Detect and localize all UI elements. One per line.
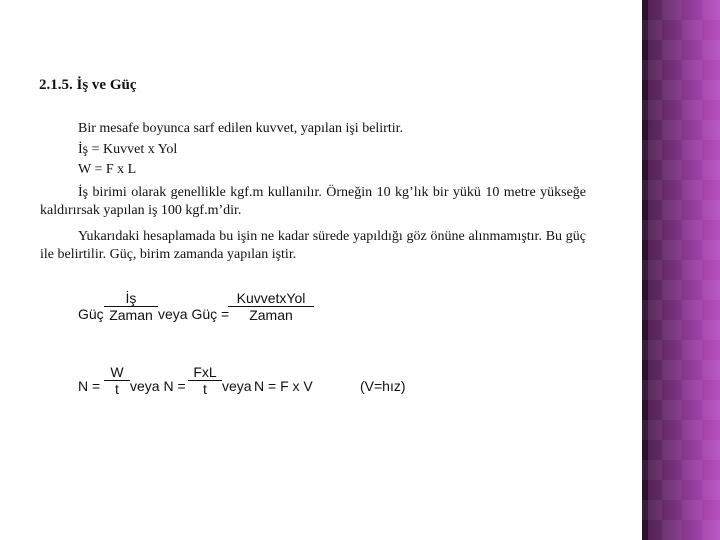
formula2-middle-1: veya N =: [130, 378, 186, 394]
line-w-formula: W = F x L: [78, 162, 137, 177]
formula1-middle: veya Güç =: [158, 306, 230, 322]
section-heading: 2.1.5. İş ve Güç: [39, 77, 137, 93]
formula1-lhs: Güç: [78, 306, 104, 322]
line-definition: Bir mesafe boyunca sarf edilen kuvvet, yapılan işi belirtir.: [78, 121, 404, 136]
sidebar-pattern: [642, 0, 720, 540]
formula2-frac1-denominator: t: [115, 381, 119, 397]
line-work-formula: İş = Kuvvet x Yol: [78, 142, 178, 157]
paragraph-unit: İş birimi olarak genellikle kgf.m kullanılır. Örneğin 10 kg’lık bir yükü 10 metre yükseğe kaldırırsak yapılan iş 100 kgf.m’dir.: [40, 185, 586, 218]
formula1-frac1-denominator: Zaman: [109, 307, 153, 323]
formula2-frac1-numerator: W: [104, 364, 130, 381]
formula2-middle-2: veya: [222, 378, 252, 394]
formula2-note: (V=hız): [360, 378, 406, 394]
formula2-fraction-1: [104, 364, 130, 397]
formula2-fraction-2: [188, 364, 222, 397]
formula2-rhs: N = F x V: [254, 378, 313, 394]
formula1-fraction-1: [104, 290, 158, 323]
formula1-fraction-2: [228, 290, 314, 323]
formula1-frac2-denominator: Zaman: [249, 307, 293, 323]
formula1-frac2-numerator: KuvvetxYol: [228, 290, 314, 307]
formula2-lhs: N =: [78, 378, 101, 394]
formula1-frac1-numerator: İş: [104, 290, 158, 307]
formula2-frac2-denominator: t: [203, 381, 207, 397]
paragraph-power: Yukarıdaki hesaplamada bu işin ne kadar sürede yapıldığı göz önüne alınmamıştır. Bu güç ile belirtilir. Güç, birim zamanda yapılan iştir.: [40, 229, 586, 262]
decorative-sidebar: [642, 0, 720, 540]
formula2-frac2-numerator: FxL: [188, 364, 222, 381]
